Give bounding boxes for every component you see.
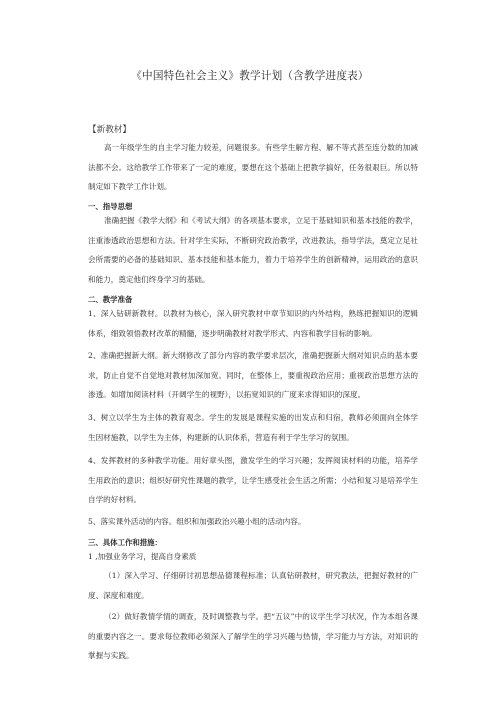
page-title: 《中国特色社会主义》教学计划（含教学进度表）	[131, 70, 369, 82]
heading-guiding-ideology: 一、指导思想	[88, 202, 133, 211]
prep-item-4: 4、发挥教材的多种教学功能。用好章头图，激发学生的学习兴趣；发挥阅读材料的功能，培养学生用政治的意识；组织好研究性课题的教学，让学生感受社会生活之所需；小结和复习是培养学生自学的好材料。	[88, 456, 418, 504]
heading-teaching-prep: 二、教学准备	[88, 295, 133, 304]
measure-item-1-1: （1）深入学习、仔细研讨初思想品德课程标准；认真钻研教材，研究教法，把握好教材的广度、深度和难度。	[88, 571, 418, 600]
heading-measures: 三、具体工作和措施：	[88, 538, 162, 547]
measure-item-1: 1 ,加强业务学习，提高自身素质	[88, 552, 197, 561]
guiding-paragraph: 准确把握《教学大纲》和《考试大纲》的各项基本要求，立足于基础知识和基本技能的教学，注重渗透政治思想和方法。针对学生实际，不断研究政治教学，改进教法，指导学法，奠定立足社会所需要的必备的基础知识、基本技能和基本能力，着力于培养学生的创新精神，运用政治的意识和能力，奠定他们终身学习的基础。	[88, 216, 418, 284]
prep-item-1: 1、深入钻研新教材。以教材为核心，深入研究教材中章节知识的内外结构，熟练把握知识的逻辑体系，细致领悟教材改革的精髓，逐步明确教材对教学形式、内容和教学目标的影响。	[88, 309, 418, 338]
intro-paragraph: 高一年级学生的自主学习能力较差，问题很多。有些学生解方程、解不等式甚至连分数的加减法都不会。这给教学工作带来了一定的难度，要想在这个基础上把教学搞好，任务很艰巨。所以特制定如下教学工作计划。	[88, 143, 418, 191]
prep-item-5: 5、落实课外活动的内容。组织和加强政治兴趣小组的活动内容。	[88, 517, 306, 526]
prep-item-3: 3、树立以学生为主体的教育观念。学生的发展是课程实施的出发点和归宿，教师必须面向全体学生因材施教，以学生为主体，构建新的认识体系，营造有利于学生学习的氛围。	[88, 413, 418, 442]
measure-item-1-2: （2）做好教情学情的调查，及时调整教与学。把“五议”中的议学生学习状况，作为本组各课的重要内容之一。要求每位教师必须深入了解学生的学习兴趣与热情，学习能力与方法，对知识的掌握与实践。	[88, 612, 418, 660]
section-label: 【新教材】	[88, 125, 131, 135]
prep-item-2: 2、准确把握新大纲。新大纲修改了部分内容的教学要求层次，准确把握新大纲对知识点的基本要求，防止自觉不自觉地对教材加深加宽。同时，在整体上，要重视政治应用；重视政治思想方法的渗透。如增加阅读材料（开阔学生的视野），以拓宽知识的广度来求得知识的深度。	[88, 351, 418, 399]
